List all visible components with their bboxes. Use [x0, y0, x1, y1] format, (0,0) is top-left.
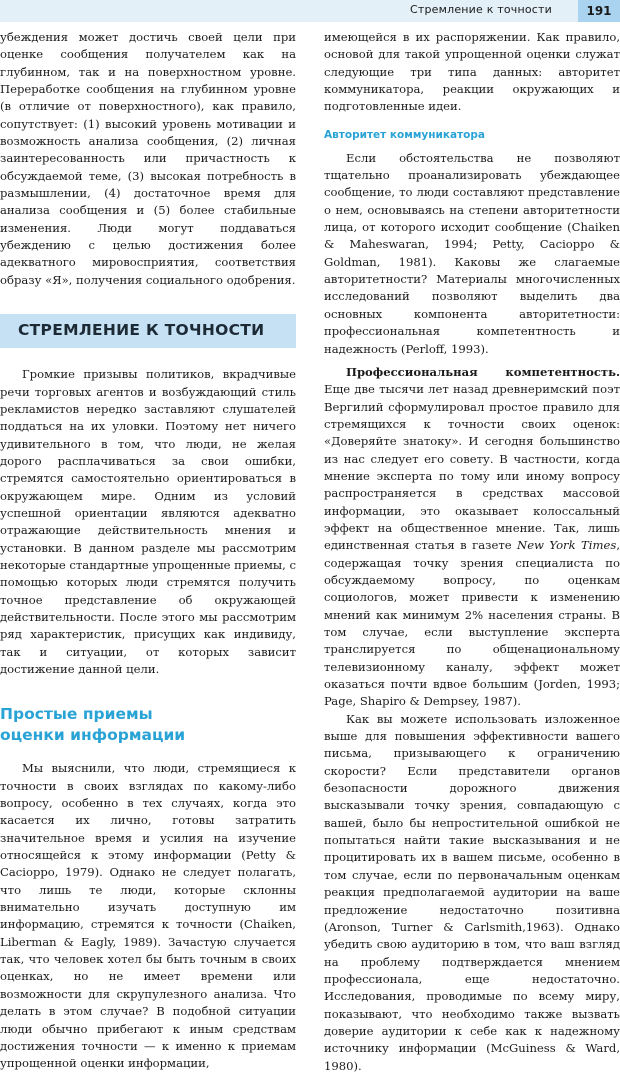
paragraph [324, 364, 620, 711]
paragraph: Громкие призывы политиков, вкрадчивые речи торговых агентов и возбуждающий стиль рекламистов нередко заставляют слушателей поддаться на их уловки. Поэтому нет ничего удивительного в том, что люди, не желая дорого расплачиваться за свои ошибки, стремятся самостоятельно ориентироваться в окружающем мире. Одним из условий успешной ориентации являются адекватно отражающие действительность мнения и установки. В данном разделе мы рассмотрим некоторые стандартные упрощенные приемы, с помощью которых люди стремятся получить точное представление об окружающей действительности. После этого мы рассмотрим ряд характеристик, присущих как индивиду, так и ситуации, от которых зависит достижение данной цели. [0, 367, 297, 676]
subsection-title-line: оценки информации [0, 726, 186, 745]
paragraph: убеждения может достичь своей цели при оценке сообщения получателем как на глубинном, так и на поверхностном уровне. Переработке сообщения на глубинном уровне (в отличие от поверхностного), как правило, сопутствует: (1) высокий уровень мотивации и возможность анализа сообщения, (2) личная заинтересованность или причастность к обсуждаемой теме, (3) высокая потребность в размышлении, (4) достаточное время для анализа сообщения и (5) более стабильные изменения. Люди могут поддаваться убеждению с целью достижения более адекватного мировосприятия, соответствия образу «Я», получения социального одобрения. [0, 30, 296, 287]
subsection-title-line: Простые приемы [0, 705, 153, 724]
paragraph: Мы выяснили, что люди, стремящиеся к точности в своих взглядах по какому-либо вопросу, особенно в тех случаях, когда это касается их лично, готовы затратить значительное время и усилия на изучение относящейся к этому информации (Petty & Cacioppo, 1979). Однако не следует полагать, что лишь те люди, которые склонны внимательно изучать доступную им информацию, стремятся к точности (Chaiken, Liberman & Eagly, 1989). Зачастую случается так, что человек хотел бы быть точным в своих оценках, но не имеет времени или возможности для скрупулезного анализа. Что делать в этом случае? В подобной ситуации люди обычно прибегают к иным средствам достижения точности — к именно к приемам упрощенной оценки информации, [0, 761, 296, 1071]
paragraph-lead: Профессиональная компетентность. [346, 364, 620, 379]
small-heading: Авторитет коммуникатора [324, 128, 485, 141]
paragraph: Как вы можете использовать изложенное выше для повышения эффективности вашего письма, призывающего к ограничению скорости? Если представители органов безопасности дорожного движения высказывали точку зрения, совпадающую с вашей, было бы непростительной ошибкой не попытаться найти такие высказывания и не процитировать их в вашем письме, особенно в том случае, если по первоначальным оценкам реакция предполагаемой аудитории на ваше предложение недостаточно позитивна (Aronson, Turner & Carlsmith,1963). Однако убедить свою аудиторию в том, что ваш взгляд на проблему подтверждается мнением профессионала, еще недостаточно. Исследования, проводимые по всему миру, показывают, что необходимо также вызвать доверие аудитории к себе как к надежному источнику информации (McGuiness & Ward, 1980). [324, 711, 620, 1073]
left-column [0, 29, 296, 1073]
right-column [324, 29, 620, 1075]
newspaper-title: New York Times [517, 538, 617, 553]
paragraph-text: , содержащая точку зрения специалиста по обсуждаемому вопросу, по оценкам социологов, может привести к изменению мнений как минимум 2% населения страны. В том случае, если выступление эксперта транслируется по общенациональному телевизионному каналу, эффект может оказаться почти вдвое большим (Jorden, 1993; Page, Shapiro & Dempsey, 1987). [324, 538, 620, 709]
running-head: Стремление к точности [409, 3, 552, 16]
paragraph: Если обстоятельства не позволяют тщательно проанализировать убеждающее сообщение, то люди составляют представление о нем, основываясь на степени авторитетности лица, от которого исходит сообщение (Chaiken & Maheswaran, 1994; Petty, Cacioppo & Goldman, 1981). Каковы же слагаемые авторитетности? Материалы многочисленных исследований позволяют выделить два основных компонента авторитетности: профессиональная компетентность и надежность (Perloff, 1993). [324, 150, 620, 356]
paragraph: имеющейся в их распоряжении. Как правило, основой для такой упрощенной оценки служат следующие три типа данных: авторитет коммуникатора, реакции окружающих и подготовленные идеи. [324, 30, 620, 114]
page-number: 191 [578, 0, 620, 22]
paragraph-text: Еще две тысячи лет назад древнеримский поэт Вергилий сформулировал простое правило для стремящихся к точности своих оценок: «Доверяйте знатоку». И сегодня большинство из нас следует его совету. В частности, когда мнение эксперта по тому или иному вопросу распространяется в средствах массовой информации, это оказывает колоссальный эффект на общественное мнение. Так, лишь единственная статья в газете [324, 382, 620, 553]
section-title: СТРЕМЛЕНИЕ К ТОЧНОСТИ [0, 314, 296, 348]
subsection-title [0, 704, 296, 746]
